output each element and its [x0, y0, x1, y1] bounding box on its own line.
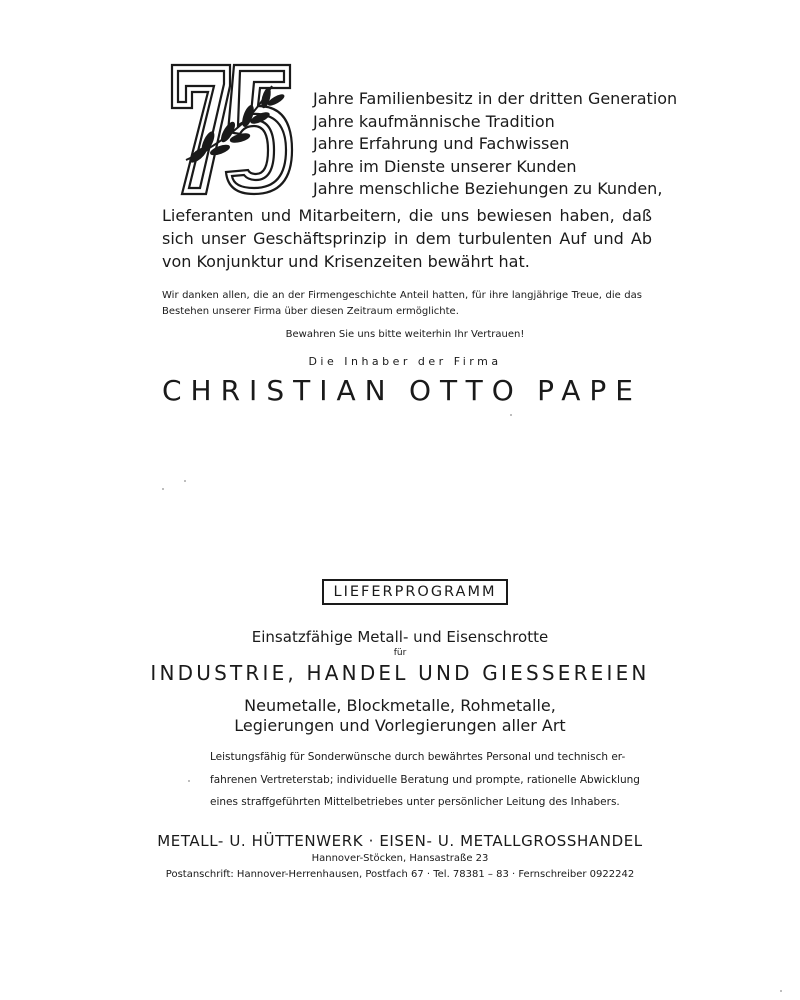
print-speck	[184, 480, 186, 482]
owners-line: Die Inhaber der Firma	[308, 355, 502, 368]
service-line: eines straffgeführten Mittelbetriebes unter persönlicher Leitung des Inhabers.	[210, 796, 620, 808]
print-speck	[188, 780, 190, 782]
print-speck	[780, 990, 782, 992]
header-line: Jahre kaufmännische Tradition	[313, 111, 555, 131]
company-name	[162, 374, 642, 407]
logo-75-laurel-icon	[168, 62, 298, 196]
company-word: OTTO	[408, 374, 523, 407]
service-line: Leistungsfähig für Sonderwünsche durch bewährtes Personal und technisch er-	[210, 751, 626, 763]
business-line: METALL- U. HÜTTENWERK · EISEN- U. METALLGROSSHANDEL	[157, 832, 643, 850]
company-word: CHRISTIAN	[162, 374, 395, 407]
program-heading-box	[322, 579, 508, 605]
address-line: Hannover-Stöcken, Hansastraße 23	[311, 853, 489, 864]
header-line: Jahre im Dienste unserer Kunden	[313, 156, 577, 176]
company-word: PAPE	[537, 374, 642, 407]
service-line: fahrenen Vertreterstab; individuelle Beratung und prompte, rationelle Abwicklung	[210, 774, 640, 786]
trust-line: Bewahren Sie uns bitte weiterhin Ihr Vertrauen!	[285, 329, 525, 340]
anniversary-lines	[313, 88, 677, 201]
program-headline: INDUSTRIE, HANDEL UND GIESSEREIEN	[150, 661, 650, 685]
program-line: Neumetalle, Blockmetalle, Rohmetalle,	[244, 696, 556, 715]
program-line: Legierungen und Vorlegierungen aller Art	[234, 716, 566, 735]
print-speck	[162, 488, 164, 490]
print-speck	[510, 414, 512, 416]
intro-paragraph: Lieferanten und Mitarbeitern, die uns bewiesen haben, daß sich unser Geschäftsprinzip in dem turbulenten Auf und Ab von Konjunktur und Krisenzeiten bewährt hat.	[162, 206, 652, 271]
thanks-paragraph: Wir danken allen, die an der Firmengeschichte Anteil hatten, für ihre langjährige Treue, die das Bestehen unserer Firma über diesen Zeitraum ermöglichte.	[162, 290, 642, 317]
postal-line: Postanschrift: Hannover-Herrenhausen, Postfach 67 · Tel. 78381 – 83 · Fernschreiber 0922242	[165, 869, 635, 880]
program-line: für	[393, 648, 407, 658]
header-line: Jahre Familienbesitz in der dritten Generation	[313, 89, 678, 108]
program-heading: LIEFERPROGRAMM	[333, 584, 497, 600]
header-line: Jahre menschliche Beziehungen zu Kunden,	[313, 179, 663, 198]
header-line: Jahre Erfahrung und Fachwissen	[313, 134, 570, 153]
program-line: Einsatzfähige Metall- und Eisenschrotte	[251, 628, 549, 646]
